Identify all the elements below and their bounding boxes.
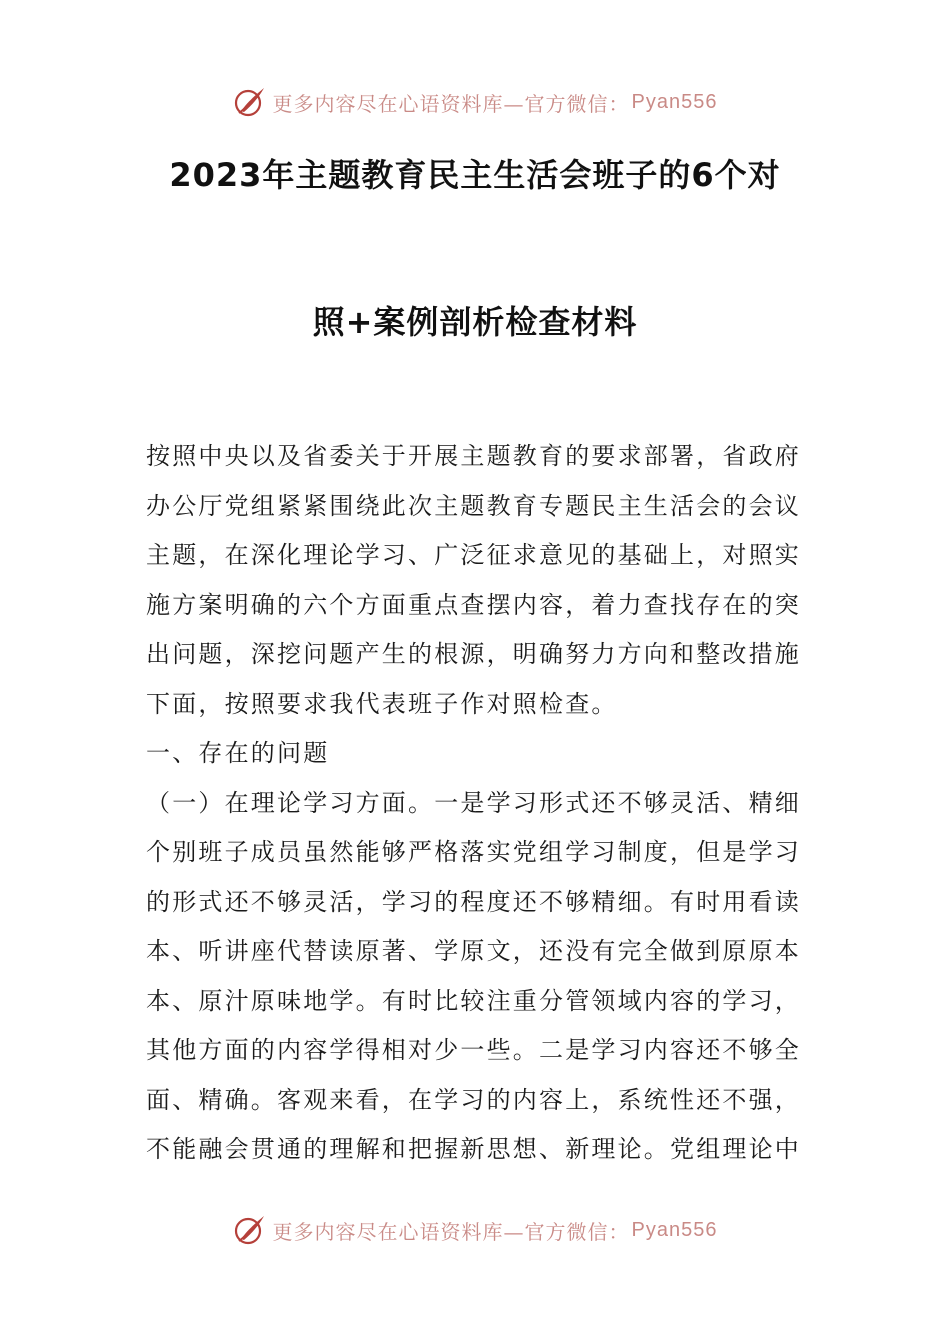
watermark-wechat-id: Pyan556 xyxy=(631,1218,718,1241)
document-title-line-1: 2023年主题教育民主生活会班子的6个对 xyxy=(169,156,781,194)
document-body xyxy=(146,432,808,1175)
watermark-wechat-id: Pyan556 xyxy=(631,90,718,113)
body-line: 个别班子成员虽然能够严格落实党组学习制度，但是学习 xyxy=(146,838,801,866)
watermark-header xyxy=(0,82,950,122)
watermark-text: 更多内容尽在心语资料库—官方微信： xyxy=(272,91,630,116)
body-line: 其他方面的内容学得相对少一些。二是学习内容还不够全 xyxy=(146,1036,801,1064)
document-title-line-2: 照+案例剖析检查材料 xyxy=(312,303,638,341)
quill-pen-logo-icon xyxy=(233,1213,267,1247)
body-line: 下面，按照要求我代表班子作对照检查。 xyxy=(146,689,618,718)
watermark-footer xyxy=(0,1210,950,1250)
body-line: 按照中央以及省委关于开展主题教育的要求部署，省政府 xyxy=(146,442,801,470)
body-line: 面、精确。客观来看，在学习的内容上，系统性还不强， xyxy=(146,1085,801,1114)
body-line: 本、原汁原味地学。有时比较注重分管领域内容的学习， xyxy=(146,986,801,1015)
body-line: （一）在理论学习方面。一是学习形式还不够灵活、精细 xyxy=(146,788,801,817)
watermark-text: 更多内容尽在心语资料库—官方微信： xyxy=(272,1219,630,1244)
body-line: 不能融会贯通的理解和把握新思想、新理论。党组理论中 xyxy=(146,1135,801,1163)
body-line: 施方案明确的六个方面重点查摆内容，着力查找存在的突 xyxy=(146,590,801,619)
body-line: 的形式还不够灵活，学习的程度还不够精细。有时用看读 xyxy=(146,887,801,916)
body-line: 办公厅党组紧紧围绕此次主题教育专题民主生活会的会议 xyxy=(146,491,801,520)
section-heading: 一、存在的问题 xyxy=(146,739,330,767)
quill-pen-logo-icon xyxy=(233,85,267,119)
body-line: 本、听讲座代替读原著、学原文，还没有完全做到原原本 xyxy=(146,937,801,965)
body-line: 出问题，深挖问题产生的根源，明确努力方向和整改措施 xyxy=(146,640,801,668)
body-line: 主题，在深化理论学习、广泛征求意见的基础上，对照实 xyxy=(146,541,801,569)
